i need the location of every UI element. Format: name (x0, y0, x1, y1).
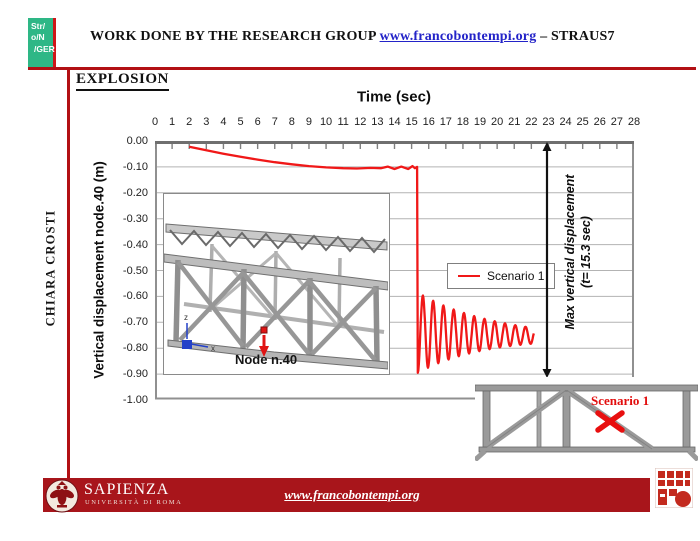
y-axis-title: Vertical displacement node.40 (m) (91, 161, 107, 379)
axis-z-label: z (184, 313, 188, 322)
annotation-line2: (t= 15.3 sec) (579, 216, 593, 288)
scenario-1-figure-label: Scenario 1 (591, 393, 650, 408)
y-tick-label: -0.80 (122, 342, 148, 355)
legend-line-swatch (458, 275, 480, 277)
x-tick-label: 22 (525, 116, 538, 128)
x-tick-label: 24 (559, 116, 572, 128)
annotation-line1: Max vertical displacement (562, 174, 577, 330)
sapienza-emblem-icon (45, 479, 79, 513)
legend-label: Scenario 1 (487, 269, 545, 283)
x-tick-label: 18 (456, 116, 470, 128)
x-tick-label: 17 (439, 116, 452, 128)
header-title-prefix: WORK DONE BY THE RESEARCH GROUP (90, 29, 376, 44)
max-displacement-annotation (562, 175, 595, 330)
x-tick-label: 23 (542, 116, 555, 128)
max-displacement-arrow-icon (539, 142, 555, 378)
footer-link[interactable]: www.francobontempi.org (284, 487, 420, 502)
x-tick-label: 25 (576, 116, 589, 128)
x-tick-label: 12 (354, 116, 367, 128)
stamp-logo-icon (655, 468, 693, 508)
y-tick-label: -0.40 (122, 238, 148, 251)
x-tick-label: 8 (288, 116, 295, 128)
x-tick-label: 3 (203, 116, 210, 128)
y-tick-label: -0.20 (122, 186, 148, 199)
x-tick-label: 26 (593, 116, 606, 128)
header-link[interactable]: www.francobontempi.org (379, 29, 537, 44)
logo-line: /GER (34, 43, 55, 54)
y-tick-label: -0.60 (122, 290, 148, 303)
author-name: CHIARA CROSTI (43, 209, 58, 327)
x-tick-label: 4 (220, 116, 227, 128)
truss-elevation-image (475, 377, 698, 461)
y-tick-label: -0.50 (122, 264, 148, 277)
x-axis-title: Time (sec) (357, 88, 431, 106)
logo-line: o/N (31, 32, 45, 43)
axis-x-label: x (211, 344, 215, 353)
x-tick-label: 27 (610, 116, 624, 128)
bridge-3d-truss-image (164, 194, 388, 373)
x-tick-label: 6 (254, 116, 261, 128)
header-title (90, 29, 690, 45)
stronger-logo (28, 18, 56, 67)
x-tick-label: 15 (405, 116, 418, 128)
x-tick-label: 14 (388, 116, 401, 128)
x-tick-label: 5 (237, 116, 244, 128)
x-tick-label: 11 (337, 116, 349, 128)
x-tick-label: 16 (422, 116, 435, 128)
x-tick-label: 19 (473, 116, 487, 128)
x-tick-label: 13 (371, 116, 384, 128)
y-tick-label: 0.00 (126, 135, 148, 147)
y-tick-label: -0.70 (122, 316, 148, 329)
page-title: EXPLOSION (76, 71, 169, 91)
x-tick-label: 20 (491, 116, 504, 128)
x-tick-label: 28 (627, 116, 641, 128)
left-divider (67, 70, 70, 478)
header-title-suffix: – STRAUS7 (540, 29, 615, 44)
x-tick-label: 0 (151, 116, 159, 128)
x-tick-label: 7 (271, 116, 278, 128)
x-tick-label: 2 (186, 116, 193, 128)
y-tick-label: -0.30 (122, 212, 148, 225)
y-tick-label: -0.90 (122, 368, 148, 381)
bridge-model-inset (163, 193, 390, 375)
y-tick-label: -0.10 (122, 160, 148, 173)
x-tick-label: 21 (508, 116, 521, 128)
x-tick-label: 10 (319, 116, 333, 128)
removed-member-x-icon (598, 413, 622, 430)
logo-line: Str/ (31, 21, 46, 31)
node-40-label: Node n.40 (234, 352, 298, 367)
scenario-1-truss-figure (475, 377, 698, 461)
sapienza-subtitle: UNIVERSITÀ DI ROMA (85, 499, 183, 506)
node-40-marker (261, 327, 267, 333)
x-tick-label: 9 (305, 116, 313, 128)
sapienza-wordmark: SAPIENZA (84, 481, 170, 498)
x-tick-label: 1 (169, 116, 176, 128)
y-tick-label: -1.00 (122, 394, 148, 406)
